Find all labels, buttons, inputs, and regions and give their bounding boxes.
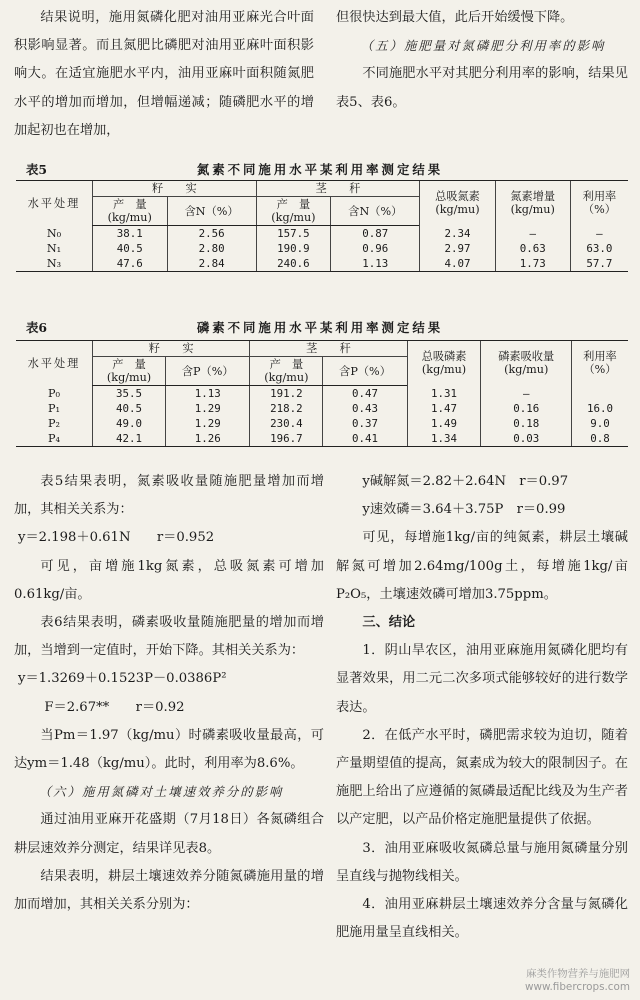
table6-col-rate: 利用率 （%） — [571, 341, 628, 386]
table6-cell: — — [481, 386, 571, 402]
table5-col-content-stem: 含N（%） — [331, 197, 420, 226]
table6-cell: 196.7 — [250, 431, 323, 447]
table6-col-content-stem: 含P（%） — [323, 357, 407, 386]
paragraph-see-tables: 不同施肥水平对其肥分利用率的影响，结果见表5、表6。 — [336, 66, 628, 110]
table5-cell: 0.87 — [331, 226, 420, 242]
table6-cell: 1.49 — [407, 416, 481, 431]
table5-col-content-seed: 含N（%） — [167, 197, 256, 226]
paragraph-soil-result: 结果表明，耕层土壤速效养分随氮磷施用量的增加而增加，其相关关系分别为： — [14, 868, 324, 913]
table5-col-rate: 利用率 （%） — [570, 181, 628, 226]
table6-cell: 0.47 — [323, 386, 407, 402]
table6-cell-level: P₁ — [47, 402, 60, 415]
table6-cell: 1.26 — [166, 431, 250, 447]
paragraph-soil-measurement: 通过油用亚麻开花盛期（7月18日）各氮磷组合耕层速效养分测定，结果详见表8。 — [14, 812, 324, 856]
table5-cell-level: N₁ — [46, 242, 62, 255]
table6-cell: 1.29 — [166, 401, 250, 416]
table5-cell: 2.56 — [167, 226, 256, 242]
table6-cell: 40.5 — [93, 401, 166, 416]
equation-available-phosphorus: y速效磷＝3.64＋3.75P r＝0.99 — [362, 502, 566, 518]
table5-group-stem: 茎 秆 — [256, 181, 420, 197]
table5-cell: 63.0 — [570, 241, 628, 256]
table6-cell: 1.47 — [407, 401, 481, 416]
table5-cell-level: N₃ — [16, 256, 93, 272]
paragraph-soil-increase: 可见，每增施1kg/亩的纯氮素，耕层土壤碱解氮可增加2.64mg/100g土，每增施1kg/亩P₂O₅，土壤速效磷可增加3.75ppm。 — [336, 530, 628, 602]
table6-cell-level: P₂ — [47, 417, 60, 430]
table6-group-stem: 茎 秆 — [250, 341, 407, 357]
conclusion-item-3: 3．油用亚麻吸收氮磷总量与施用氮磷量分别呈直线与抛物线相关。 — [336, 840, 628, 884]
table5-cell: 2.97 — [420, 241, 495, 256]
table6-cell: 1.31 — [407, 386, 481, 402]
paragraph-table5-result: 表5结果表明，氮素吸收量随施肥量增加而增加，其相关关系为： — [14, 474, 324, 518]
conclusion-item-1: 1．阴山旱农区，油用亚麻施用氮磷化肥均有显著效果，用二元二次多项式能够较好的进行数学表达。 — [336, 643, 628, 715]
text-column-top-right — [336, 4, 628, 117]
table6-cell: 9.0 — [571, 416, 628, 431]
watermark — [525, 968, 630, 994]
section-heading-conclusion: 三、结论 — [362, 615, 416, 631]
table-row — [16, 256, 628, 272]
table6-cell: 49.0 — [93, 416, 166, 431]
table6-cell-level: P₀ — [47, 386, 60, 400]
table5-cell: 1.73 — [495, 256, 570, 272]
subheading-soil-nutrients: （六）施用氮磷对土壤速效养分的影响 — [38, 784, 284, 800]
table5-cell: — — [570, 226, 628, 242]
table6-cell: 1.29 — [166, 416, 250, 431]
table6-number: 表6 — [26, 320, 48, 335]
paragraph-table6-result: 表6结果表明，磷素吸收量随施肥量的增加而增加，当增到一定值时，开始下降。其相关关系为： — [14, 615, 324, 659]
table6-row-header: 水平处理 — [16, 341, 93, 386]
table5-caption — [14, 160, 626, 178]
table6-cell: 0.03 — [481, 431, 571, 447]
table5-cell: 2.80 — [167, 241, 256, 256]
table-row — [16, 431, 628, 447]
table-row — [16, 401, 628, 416]
watermark-line-2: www.fibercrops.com — [524, 981, 630, 993]
table5-col-increase: 氮素增量 (kg/mu) — [495, 181, 570, 226]
conclusion-item-2: 2．在低产水平时，磷肥需求较为迫切，随着产量期望值的提高，氮素成为较大的限制因子。在施肥上给出了应遵循的氮磷最适配比线及为生产者以产定肥，以产品价格定施肥量提供了依据。 — [336, 727, 628, 828]
equation-alkali-nitrogen: y碱解氮＝2.82＋2.64N r＝0.97 — [362, 474, 569, 489]
table5-cell: 157.5 — [256, 226, 331, 242]
table6-col-yield-stem: 产 量 (kg/mu) — [250, 357, 323, 386]
table5-group-seed: 籽 实 — [93, 181, 257, 197]
table6-col-increase: 磷素吸收量 (kg/mu) — [481, 341, 571, 386]
table5-cell: 40.5 — [93, 241, 168, 256]
table5-cell: 57.7 — [570, 256, 628, 272]
table5-cell: 2.84 — [167, 256, 256, 272]
table5-cell: 0.96 — [331, 241, 420, 256]
table5-cell: 190.9 — [256, 241, 331, 256]
table6-cell: 35.5 — [93, 386, 166, 402]
table5-col-total: 总吸氮素 (kg/mu) — [420, 181, 495, 226]
table5-col-yield-stem: 产 量 (kg/mu) — [256, 197, 331, 226]
table5 — [16, 180, 628, 272]
table5-title: 氮素不同施用水平某利用率测定结果 — [196, 162, 444, 177]
table6-col-content-seed: 含P（%） — [166, 357, 250, 386]
table6-cell: 230.4 — [250, 416, 323, 431]
text-column-bottom-right — [336, 468, 628, 947]
table6-cell — [571, 386, 628, 402]
table6-cell-level: P₄ — [16, 431, 93, 447]
table6-cell: 0.41 — [323, 431, 407, 447]
equation-phosphorus: y＝1.3269＋0.1523P－0.0386P² — [18, 671, 227, 687]
text-column-bottom-left — [14, 468, 324, 919]
table6 — [16, 340, 628, 447]
table5-cell: 1.13 — [331, 256, 420, 272]
table6-cell: 218.2 — [250, 401, 323, 416]
table6-cell: 1.34 — [407, 431, 481, 447]
table6-cell: 0.8 — [571, 431, 628, 447]
table6-cell: 191.2 — [250, 386, 323, 402]
table5-cell-level: N₀ — [46, 226, 62, 240]
table5-row-header: 水平处理 — [16, 181, 93, 226]
table-row — [16, 241, 628, 256]
table-row — [16, 386, 628, 402]
equation-nitrogen: y＝2.198＋0.61N r＝0.952 — [18, 530, 215, 546]
table5-cell: 4.07 — [420, 256, 495, 272]
table5-cell: 0.63 — [495, 241, 570, 256]
table6-cell: 42.1 — [93, 431, 166, 447]
table6-cell: 0.37 — [323, 416, 407, 431]
table6-cell: 1.13 — [166, 386, 250, 402]
table5-number: 表5 — [26, 162, 48, 177]
table5-cell: — — [495, 226, 570, 242]
equation-phosphorus-stats: F＝2.67** r＝0.92 — [44, 699, 185, 715]
text-column-top-left — [14, 4, 314, 145]
table6-caption — [14, 318, 626, 336]
table5-cell: 240.6 — [256, 256, 331, 272]
table6-group-seed: 籽 实 — [93, 341, 250, 357]
conclusion-item-4: 4．油用亚麻耕层土壤速效养分含量与氮磷化肥施用量呈直线相关。 — [336, 897, 628, 941]
table-row — [16, 226, 628, 242]
paragraph-leaf-area-result: 结果说明，施用氮磷化肥对油用亚麻光合叶面积影响显著。而且氮肥比磷肥对油用亚麻叶面积影响大。在适宜施肥水平内，油用亚麻叶面积随氮肥水平的增加而增加，但增幅递减；随磷肥水平的增加起初也在增加， — [14, 10, 314, 138]
table6-cell: 0.43 — [323, 401, 407, 416]
table5-cell: 47.6 — [93, 256, 168, 272]
table6-title: 磷素不同施用水平某利用率测定结果 — [196, 320, 444, 335]
watermark-line-1: 麻类作物营养与施肥网 — [526, 968, 630, 980]
table5-cell: 38.1 — [93, 226, 168, 242]
table-row — [16, 416, 628, 431]
table6-col-yield-seed: 产 量 (kg/mu) — [93, 357, 166, 386]
table6-cell: 0.16 — [481, 401, 571, 416]
table5-col-yield-seed: 产 量 (kg/mu) — [93, 197, 168, 226]
table5-cell: 2.34 — [420, 226, 495, 242]
table6-col-total: 总吸磷素 (kg/mu) — [407, 341, 481, 386]
paragraph-continued: 但很快达到最大值，此后开始缓慢下降。 — [336, 10, 574, 25]
table6-cell: 0.18 — [481, 416, 571, 431]
table6-cell: 16.0 — [571, 401, 628, 416]
paragraph-phosphorus-max: 当Pm＝1.97（kg/mu）时磷素吸收量最高，可达ym＝1.48（kg/mu）。此时，利用率为8.6%。 — [14, 727, 324, 772]
subheading-fertilizer-utilization: （五）施肥量对氮磷肥分利用率的影响 — [360, 38, 606, 54]
paragraph-nitrogen-increase: 可见，亩增施1kg氮素，总吸氮素可增加0.61kg/亩。 — [14, 558, 324, 602]
